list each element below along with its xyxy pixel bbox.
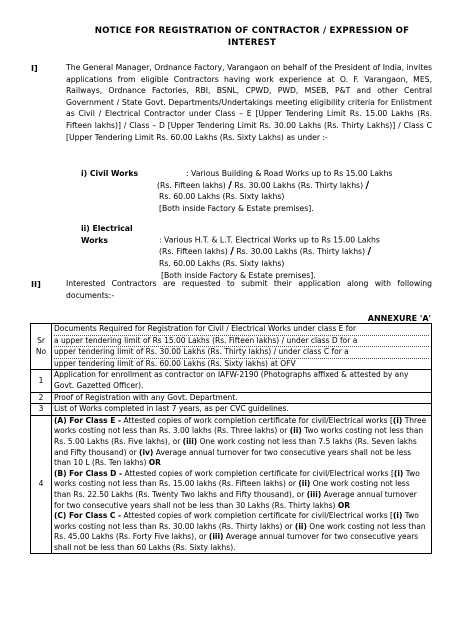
text-run: Average annual turnover for two consecutive years shall not be less than 60 Lakhs (Rs. Sixty lakhs). <box>54 532 419 552</box>
class-d-requirement <box>54 469 429 511</box>
class-c-heading: (C) For Class C - <box>54 511 122 521</box>
title-line-1: NOTICE FOR REGISTRATION OF CONTRACTOR / EXPRESSION OF <box>94 26 410 36</box>
item-marker: (iii) <box>306 489 322 499</box>
text-run: One work costing not less than Rs. 45.00 Lakhs (Rs. Forty Five lakhs), or <box>54 521 426 542</box>
or-marker: OR <box>337 500 350 510</box>
section-2-number: II] <box>31 279 41 289</box>
sr-no-header: Sr No <box>31 324 52 370</box>
electrical-works-block <box>81 223 436 282</box>
title-line-2: INTEREST <box>227 38 277 48</box>
table-header-row <box>31 324 432 370</box>
text-run: One work costing not less than Rs. 22.50 Lakhs (Rs. Twenty Two lakhs and Fifty thousand), or <box>54 479 410 499</box>
item-marker: (i) <box>392 511 403 521</box>
text-run: Average annual turnover for two consecutive years shall not be less than 30 Lakhs (Rs. Thirty lakhs) <box>54 489 417 510</box>
header-line: upper tendering limit of Rs. 60.00 Lakhs (Rs. Sixty lakhs) at OFV <box>54 358 296 368</box>
item-marker: (iii) <box>182 436 198 446</box>
civil-works-line-2b: Rs. 30.00 Lakhs (Rs. Thirty lakhs) <box>231 180 364 190</box>
text-run: One work costing not less than 7.5 lakhs (Rs. Seven lakhs and Fifty thousand) or <box>54 436 417 457</box>
slash-mark: / <box>365 179 370 191</box>
text-run: Attested copies of work completion certificate for civil/Electrical works [ <box>122 468 394 478</box>
civil-works-line-4: [Both inside Factory & Estate premises]. <box>159 204 314 214</box>
electrical-works-line-2b: Rs. 30.00 Lakhs (Rs. Thirty lakhs) <box>233 247 366 257</box>
table-row <box>31 392 432 404</box>
slash-mark: / <box>230 246 234 258</box>
row-number: 2 <box>31 392 52 404</box>
slash-mark: / <box>228 179 232 191</box>
row-number: 1 <box>31 370 52 392</box>
electrical-works-line-3: Rs. 60.00 Lakhs (Rs. Sixty lakhs) <box>159 259 285 269</box>
item-marker: (ii) <box>298 479 311 489</box>
electrical-works-label: ii) Electrical Works <box>81 224 133 245</box>
electrical-works-line-4: [Both inside Factory & Estate premises]. <box>161 270 316 280</box>
class-e-heading: (A) For Class E - <box>54 415 122 425</box>
class-c-requirement <box>54 511 429 553</box>
row-text: Application for enrollment as contractor on IAFW-2190 (Photographs affixed & attested by any Govt. Gazetted Officer). <box>52 370 432 392</box>
class-d-heading: (B) For Class D - <box>54 468 123 478</box>
section-1-paragraph: The General Manager, Ordnance Factory, Varangaon on behalf of the President of India, invites applications from eligible Contractors having work experience at O. F. Varangaon, MES, Railways, Ordnance Factories, RBI, BSNL, CPWD, PWD, MSEB, P&T and other Central Government / State Govt. Departments/Undertakings meeting eligibility criteria for Enlistment as Civil / Electrical Contractor under Class – E [Upper Tendering Limit Rs. 15.00 Lakhs (Rs. Fifteen lakhs)] / Class – D [Upper Tendering Limit Rs. 30.00 Lakhs (Rs. Thirty Lakhs)] / Class C [Upper Tendering Limit Rs. 60.00 Lakhs (Rs. Sixty Lakhs) as under :- <box>66 63 432 142</box>
text-run: Two works costing not less than Rs. 5.00 Lakhs (Rs. Five lakhs), or <box>54 426 424 446</box>
item-marker: (ii) <box>289 426 302 436</box>
header-line: a upper tendering limit of Rs 15.00 Lakhs (Rs. Fifteen lakhs) / under class D for a <box>54 336 429 348</box>
row-text: Proof of Registration with any Govt. Department. <box>52 392 432 404</box>
header-line: Documents Required for Registration for Civil / Electrical Works under class E for <box>54 324 429 336</box>
table-row <box>31 370 432 392</box>
item-marker: (iv) <box>139 447 154 457</box>
or-marker: OR <box>148 458 161 468</box>
item-marker: (iii) <box>208 532 224 542</box>
annexure-label: ANNEXURE 'A' <box>367 314 431 323</box>
table-row <box>31 404 432 416</box>
section-1-number: I] <box>31 63 38 73</box>
civil-works-line-1: : Various Building & Road Works up to Rs 15.00 Lakhs <box>186 169 393 178</box>
item-marker: (i) <box>392 415 403 425</box>
text-run: Three works costing not less than Rs. 3.00 lakhs (Rs. Three lakhs) or <box>54 415 427 436</box>
documents-table <box>30 323 432 554</box>
row-text: List of Works completed in last 7 years, as per CVC guidelines. <box>52 404 432 416</box>
text-run: Two works costing not less than Rs. 15.00 lakhs (Rs. Fifteen lakhs) or <box>54 468 420 489</box>
class-requirements-cell <box>52 415 432 554</box>
civil-works-label: i) Civil Works <box>81 169 139 178</box>
header-line: upper tendering limit of Rs. 30.00 Lakhs (Rs. Thirty lakhs) / under class C for a <box>54 347 429 359</box>
section-2-paragraph: Interested Contractors are requested to submit their application along with following documents:- <box>66 279 432 300</box>
row-number: 3 <box>31 404 52 416</box>
civil-works-line-2a: (Rs. Fifteen lakhs) <box>157 180 226 190</box>
row-number: 4 <box>31 415 52 554</box>
text-run: Two works costing not less than Rs. 30.00 lakhs (Rs. Thirty lakhs) or <box>54 511 419 531</box>
item-marker: (i) <box>393 468 404 478</box>
class-e-requirement <box>54 416 429 469</box>
civil-works-block <box>81 168 431 215</box>
slash-mark: / <box>367 246 372 258</box>
text-run: Average annual turnover for two consecutive years shall not be less than 10 L (Rs. Ten lakhs) <box>54 447 412 468</box>
civil-works-line-3: Rs. 60.00 Lakhs (Rs. Sixty lakhs) <box>159 192 285 202</box>
text-run: Attested copies of work completion certificate for civil/Electrical works [ <box>121 415 393 425</box>
notice-title <box>92 25 412 49</box>
text-run: Attested copies of work completion certificate for civil/Electrical works [ <box>121 511 393 521</box>
electrical-works-line-2a: (Rs. Fifteen lakhs) <box>159 247 228 257</box>
item-marker: (ii) <box>294 521 307 531</box>
table-row <box>31 415 432 554</box>
electrical-works-line-1: : Various H.T. & L.T. Electrical Works up to Rs 15.00 Lakhs <box>159 235 380 245</box>
documents-header-cell <box>52 324 432 370</box>
